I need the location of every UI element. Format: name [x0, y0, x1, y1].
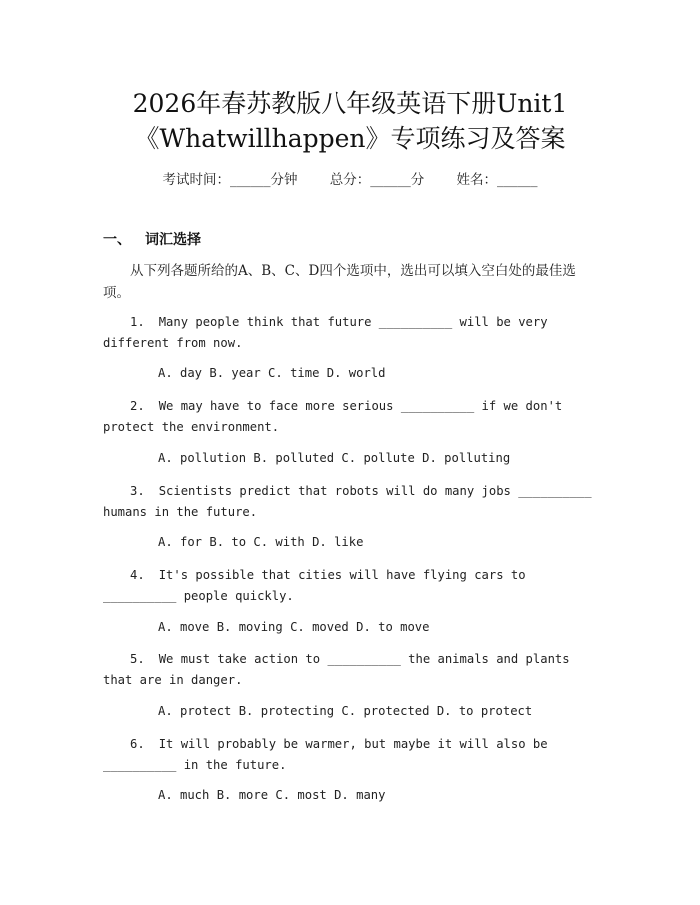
section-heading [103, 229, 201, 249]
question-number: 1. [130, 315, 145, 329]
question-2-options: A. pollution B. polluted C. pollute D. polluting [158, 451, 511, 465]
section-title: 词汇选择 [145, 232, 201, 248]
question-text: We may have to face more serious __________ if we don't protect the environment. [103, 399, 563, 434]
question-1-options: A. day B. year C. time D. world [158, 366, 386, 380]
question-text: Scientists predict that robots will do many jobs __________ humans in the future. [103, 484, 592, 519]
question-number: 6. [130, 737, 145, 751]
exam-score-label: 总分：______分 [329, 172, 425, 188]
question-6-options: A. much B. more C. most D. many [158, 788, 386, 802]
question-4 [103, 565, 595, 607]
question-6 [103, 734, 595, 776]
question-text: It's possible that cities will have flying cars to __________ people quickly. [103, 568, 526, 603]
question-5 [103, 649, 595, 691]
section-number: 一、 [103, 232, 131, 248]
question-number: 5. [130, 652, 145, 666]
exam-meta [0, 168, 700, 188]
question-number: 3. [130, 484, 145, 498]
question-1 [103, 312, 595, 354]
student-name-label: 姓名：______ [456, 172, 538, 188]
question-5-options: A. protect B. protecting C. protected D. to protect [158, 704, 533, 718]
question-text: We must take action to __________ the animals and plants that are in danger. [103, 652, 570, 687]
question-text: Many people think that future __________ will be very different from now. [103, 315, 548, 350]
question-3 [103, 481, 595, 523]
question-2 [103, 396, 595, 438]
exam-time-label: 考试时间：______分钟 [162, 172, 298, 188]
question-number: 4. [130, 568, 145, 582]
question-text: It will probably be warmer, but maybe it will also be __________ in the future. [103, 737, 548, 772]
document-title-line2: 《Whatwillhappen》专项练习及答案 [134, 124, 566, 153]
document-title-line1: 2026年春苏教版八年级英语下册Unit1 [132, 89, 568, 118]
section-instruction: 从下列各题所给的A、B、C、D四个选项中，选出可以填入空白处的最佳选项。 [103, 263, 576, 301]
question-3-options: A. for B. to C. with D. like [158, 535, 364, 549]
question-4-options: A. move B. moving C. moved D. to move [158, 620, 430, 634]
question-number: 2. [130, 399, 145, 413]
